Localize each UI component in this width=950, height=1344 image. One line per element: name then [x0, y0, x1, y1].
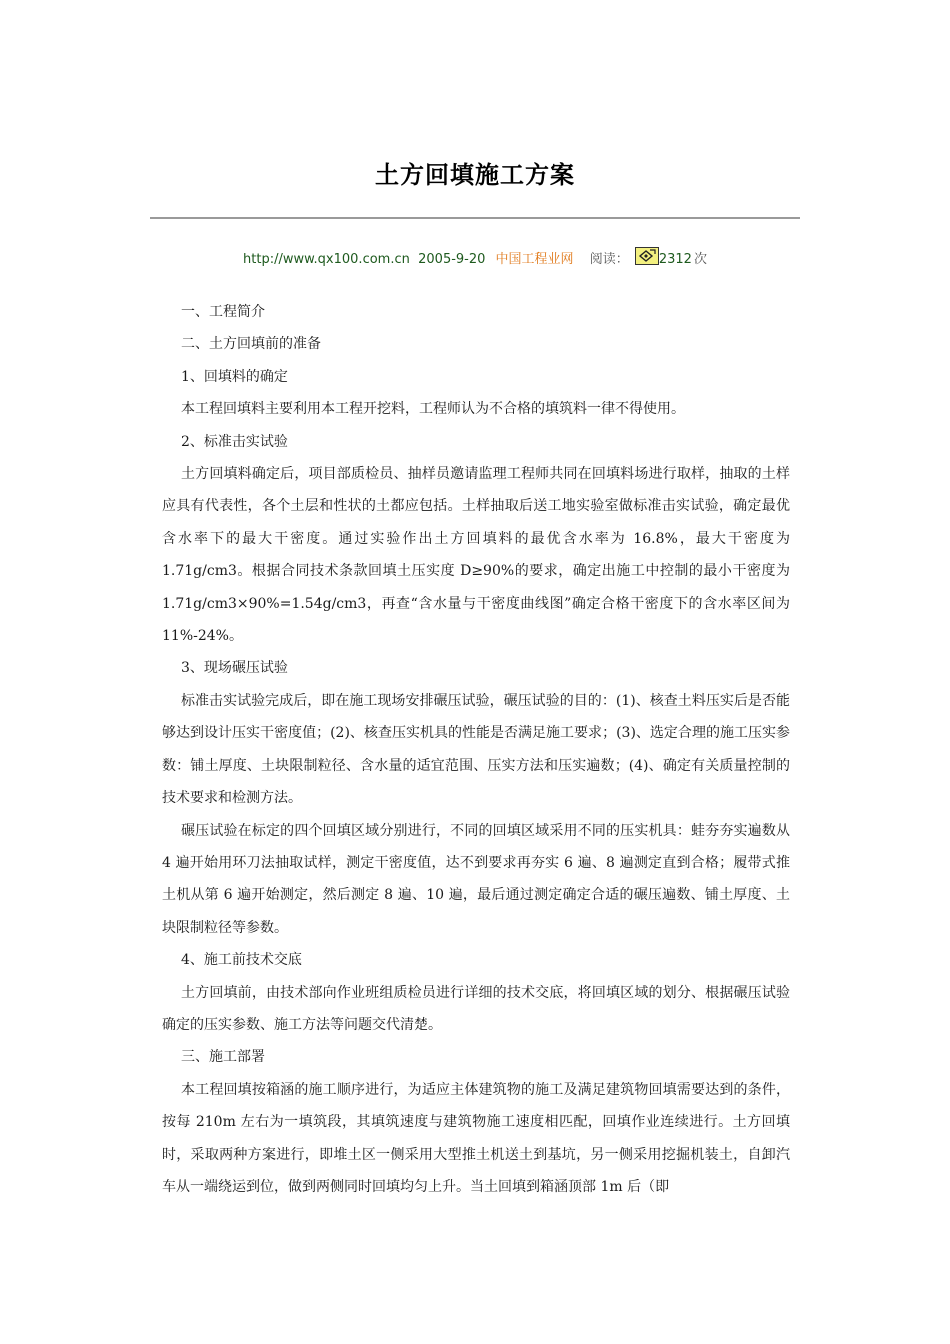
- read-count: 2312: [658, 252, 692, 267]
- section-heading: 一、工程简介: [181, 304, 265, 320]
- paragraph: 碾压试验在标定的四个回填区域分别进行，不同的回填区域采用不同的压实机具：蛙夯夯实遍数从 4 遍开始用环刀法抽取试样，测定干密度值，达不到要求再夯实 6 遍、8 遍测定直到合格；履带式推土机从第 6 遍开始测定，然后测定 8 遍、10 遍，最后通过测定确定合适的碾压遍数、铺土厚度、土块限制粒径等参数。: [162, 822, 790, 936]
- read-count-icon: [635, 247, 659, 265]
- subsection-heading: 1、回填料的确定: [181, 368, 288, 385]
- source-url[interactable]: http://www.qx100.com.cn: [243, 252, 410, 267]
- subsection-heading: 3、现场碾压试验: [181, 660, 288, 677]
- subsection-heading: 4、施工前技术交底: [181, 952, 302, 969]
- article-body: [162, 296, 790, 1203]
- paragraph: 土方回填前，由技术部向作业班组质检员进行详细的技术交底，将回填区域的划分、根据碾压试验确定的压实参数、施工方法等问题交代清楚。: [162, 984, 790, 1033]
- paragraph: 标准击实试验完成后，即在施工现场安排碾压试验，碾压试验的目的：(1)、核查土料压实后是否能够达到设计压实干密度值；(2)、核查压实机具的性能是否满足施工要求；(3)、选定合理的施工压实参数：铺土厚度、土块限制粒径、含水量的适宜范围、压实方法和压实遍数；(4)、确定有关质量控制的技术要求和检测方法。: [162, 692, 790, 807]
- source-site[interactable]: 中国工程业网: [495, 252, 574, 267]
- read-unit: 次: [693, 252, 707, 267]
- page-title: 土方回填施工方案: [375, 160, 575, 189]
- section-heading: 二、土方回填前的准备: [181, 336, 321, 353]
- subsection-heading: 2、标准击实试验: [181, 433, 288, 450]
- article-meta: [150, 247, 800, 267]
- publish-date: 2005-9-20: [418, 252, 486, 267]
- paragraph: 本工程回填按箱涵的施工顺序进行，为适应主体建筑物的施工及满足建筑物回填需要达到的条件，按每 210m 左右为一填筑段，其填筑速度与建筑物施工速度相匹配，回填作业连续进行。土方回填时，采取两种方案进行，即堆土区一侧采用大型推土机送土到基坑，另一侧采用挖掘机装土，自卸汽车从一端绕运到位，做到两侧同时回填均匀上升。当土回填到箱涵顶部 1m 后（即: [162, 1081, 790, 1195]
- section-heading: 三、施工部署: [181, 1049, 265, 1066]
- read-label: 阅读：: [589, 252, 629, 267]
- paragraph: 本工程回填料主要利用本工程开挖料，工程师认为不合格的填筑料一律不得使用。: [181, 401, 685, 418]
- title-divider: [150, 217, 800, 219]
- paragraph: 土方回填料确定后，项目部质检员、抽样员邀请监理工程师共同在回填料场进行取样，抽取的土样应具有代表性，各个土层和性状的土都应包括。土样抽取后送工地实验室做标准击实试验，确定最优含水率下的最大干密度。通过实验作出土方回填料的最优含水率为 16.8%，最大干密度为 1.71g/cm3。根据合同技术条款回填土压实度 D≥90%的要求，确定出施工中控制的最小干密度为 1.71g/cm3×90%=1.54g/cm3，再查“含水量与干密度曲线图”确定合格干密度下的含水率区间为 11%-24%。: [162, 466, 790, 645]
